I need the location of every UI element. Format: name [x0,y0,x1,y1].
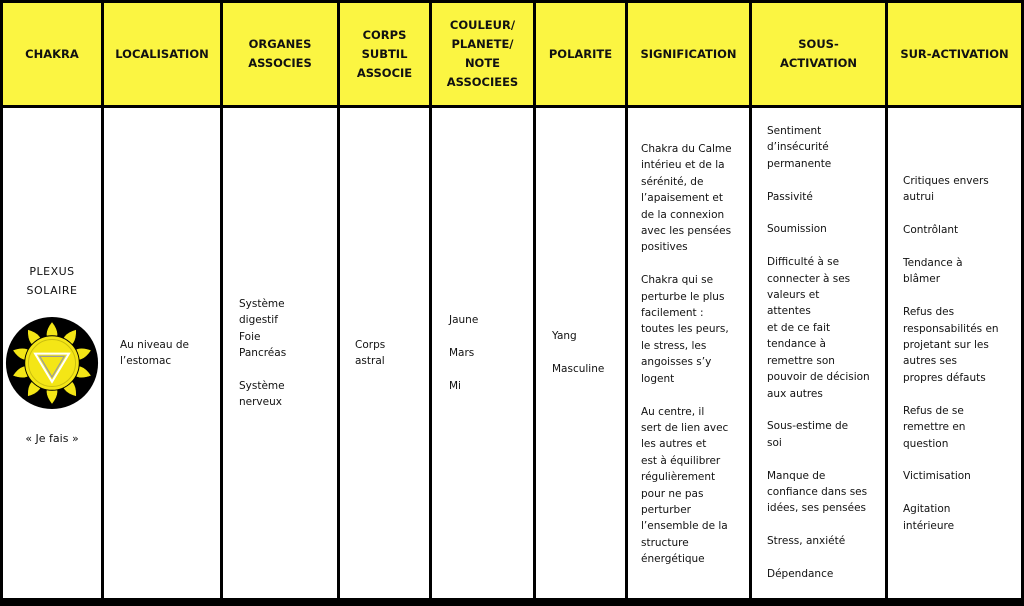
cell-organes [223,108,337,598]
cell-localisation [104,108,220,598]
cell-sous-activation [752,108,885,598]
cell-chakra [3,108,101,598]
polarite-text: Yang Masculine [552,330,605,375]
header-sous-activation: SOUS- ACTIVATION [752,3,885,105]
header-organes: ORGANES ASSOCIES [223,3,337,105]
chakra-name: PLEXUS SOLAIRE [26,265,78,297]
header-sur-activation: SUR-ACTIVATION [888,3,1021,105]
header-polarite: POLARITE [536,3,625,105]
cell-polarite [536,108,625,598]
couleur-text: Jaune Mars Mi [449,314,479,392]
cell-signification [628,108,749,598]
header-localisation: LOCALISATION [104,3,220,105]
organes-text: Système digestif Foie Pancréas Système nerveux [239,298,287,409]
cell-corps-subtil [340,108,429,598]
sous-activation-text: Sentiment d’insécurité permanente Passivité Soumission Difficulté à se connecter à ses valeurs et attentes et de ce fait tendance à remettre son pouvoir de décision aux autres Sous-estime de soi Manque de confiance dans ses idées, ses pensées Stress, anxiété Dépendance [767,125,870,580]
cell-couleur [432,108,533,598]
header-couleur: COULEUR/ PLANETE/ NOTE ASSOCIEES [432,3,533,105]
cell-sur-activation [888,108,1021,598]
sur-activation-text: Critiques envers autrui Contrôlant Tendance à blâmer Refus des responsabilités en projetant sur les autres ses propres défauts Refus de se remettre en question Victimisation Agitation intérieure [903,175,999,532]
header-corps-subtil: CORPS SUBTIL ASSOCIE [340,3,429,105]
signification-text: Chakra du Calme intérieu et de la sérénité, de l’apaisement et de la connexion avec les pensées positives Chakra qui se perturbe le plus facilement : toutes les peurs, le stress, les angoisses s’y logent Au centre, il sert de lien avec les autres et est à équilibrer régulièrement pour ne pas perturber l’ensemble de la structure énergétique [641,143,732,566]
header-signification: SIGNIFICATION [628,3,749,105]
header-chakra: CHAKRA [3,3,101,105]
chakra-quote: « Je fais » [25,432,79,445]
localisation-text: Au niveau de l’estomac [120,339,189,368]
corps-text: Corps astral [355,339,386,368]
solar-plexus-chakra-icon [5,316,99,410]
